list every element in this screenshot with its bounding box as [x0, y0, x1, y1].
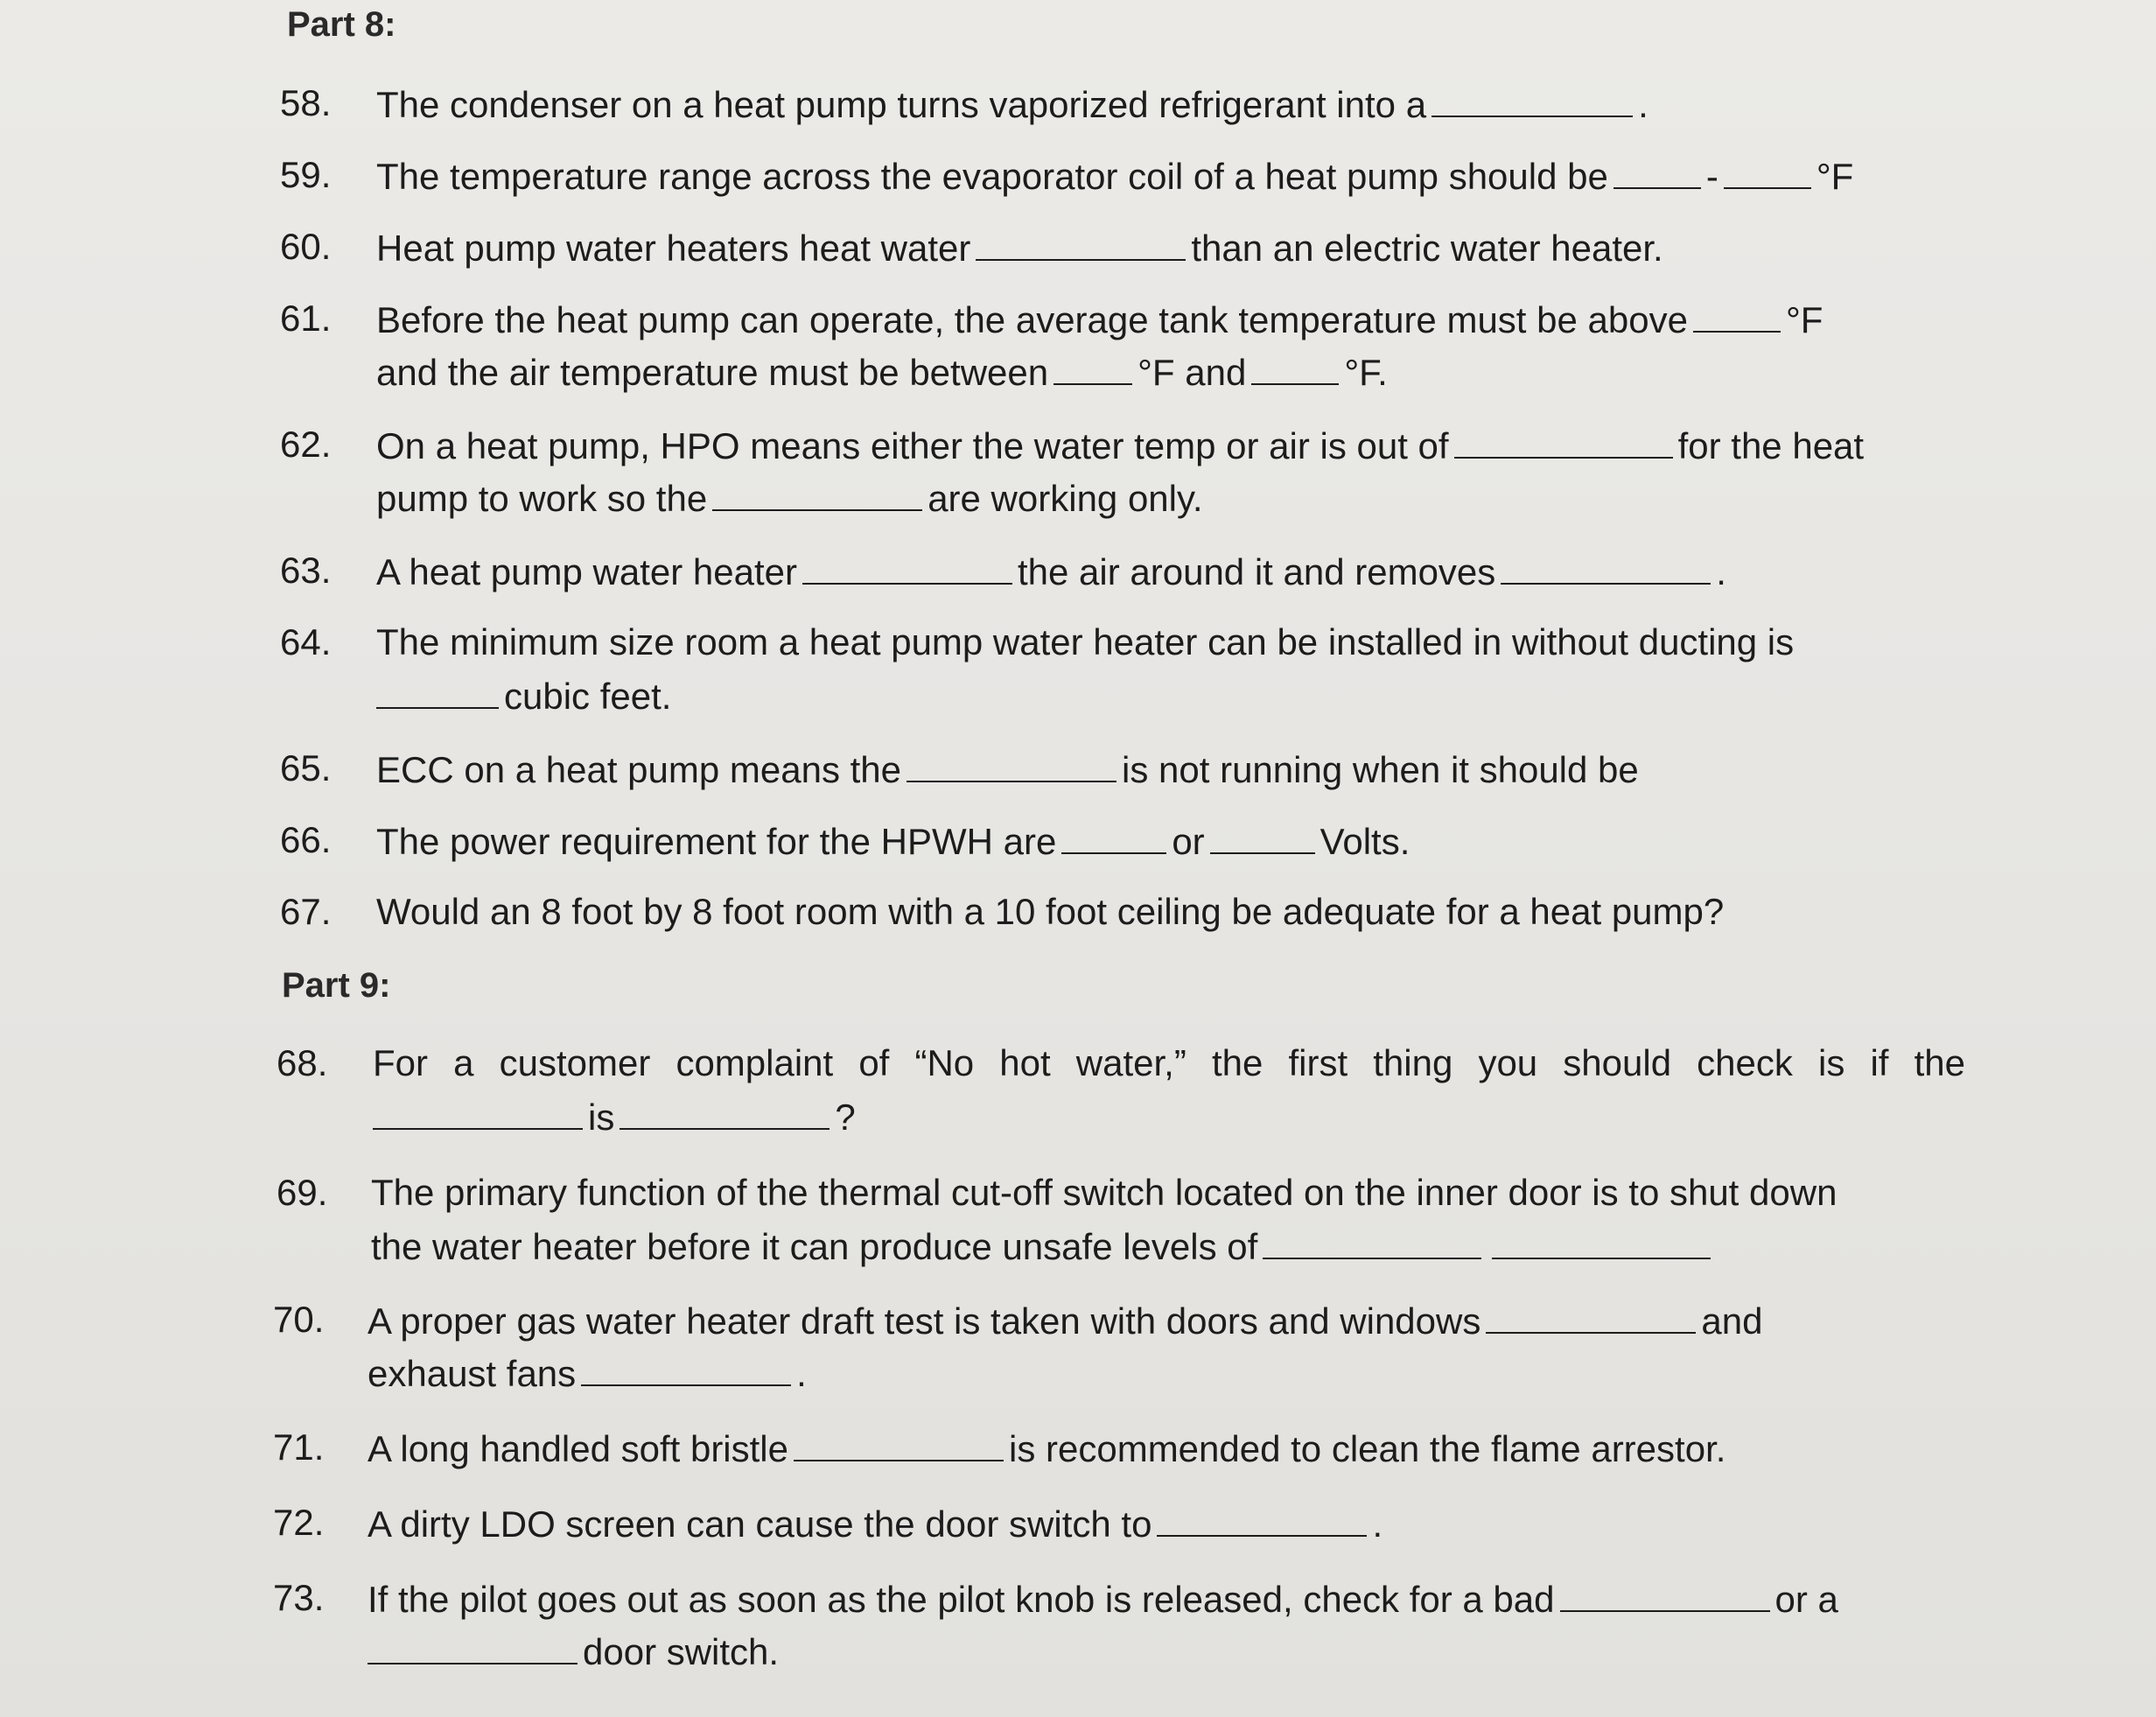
question-text: - [1705, 156, 1718, 197]
question-text: . [1638, 84, 1648, 125]
question-text: and [1701, 1300, 1763, 1342]
question-text: pump to work so the [376, 478, 708, 519]
question-text: ? [835, 1097, 856, 1138]
question-text: Volts. [1320, 821, 1410, 862]
answer-blank[interactable] [1432, 77, 1633, 117]
question-text: A long handled soft bristle [368, 1428, 788, 1469]
part-8-heading: Part 8: [287, 5, 396, 44]
answer-blank[interactable] [368, 1624, 578, 1664]
answer-blank[interactable] [1210, 814, 1315, 854]
question-text: is [588, 1097, 615, 1138]
question-text: For a customer complaint of “No hot water,” the first thing you should check is if the [373, 1042, 1965, 1083]
answer-blank[interactable] [712, 471, 922, 511]
question-text: exhaust fans [368, 1353, 577, 1394]
answer-blank[interactable] [1054, 345, 1132, 385]
question-text: The condenser on a heat pump turns vaporized refrigerant into a [376, 84, 1427, 125]
answer-blank[interactable] [581, 1346, 791, 1386]
question-text: A dirty LDO screen can cause the door switch to [368, 1503, 1152, 1545]
question-text: . [796, 1353, 807, 1394]
question-text: the air around it and removes [1017, 551, 1496, 592]
question-text: . [1372, 1503, 1383, 1545]
question-number: 64. [280, 621, 332, 662]
answer-blank[interactable] [1157, 1496, 1367, 1537]
question-number: 67. [280, 891, 332, 932]
question-number: 61. [280, 298, 332, 339]
answer-blank[interactable] [1492, 1219, 1711, 1259]
question-number: 70. [273, 1299, 325, 1340]
question-number: 58. [280, 82, 332, 123]
answer-blank[interactable] [1061, 814, 1166, 854]
question-text: If the pilot goes out as soon as the pilot knob is released, check for a bad [368, 1579, 1555, 1620]
question-text: for the heat [1677, 425, 1865, 466]
question-text: or a [1774, 1579, 1838, 1620]
question-text: °F [1785, 299, 1824, 340]
question-text: The power requirement for the HPWH are [376, 821, 1057, 862]
question-number: 73. [273, 1577, 325, 1618]
answer-blank[interactable] [906, 742, 1116, 782]
question-number: 59. [280, 154, 332, 195]
question-number: 71. [273, 1426, 325, 1468]
question-text: . [1716, 551, 1726, 592]
question-text: The temperature range across the evaporator coil of a heat pump should be [376, 156, 1608, 197]
answer-blank[interactable] [1501, 544, 1711, 585]
question-text: cubic feet. [504, 676, 672, 717]
question-text: the water heater before it can produce unsafe levels of [371, 1226, 1258, 1267]
question-text: ECC on a heat pump means the [376, 749, 902, 790]
question-text: Heat pump water heaters heat water [376, 228, 971, 269]
question-number: 68. [276, 1042, 328, 1083]
answer-blank[interactable] [1263, 1219, 1481, 1259]
answer-blank[interactable] [1724, 149, 1811, 189]
answer-blank[interactable] [376, 669, 499, 709]
question-text: The primary function of the thermal cut-off switch located on the inner door is to shut down [371, 1172, 1838, 1213]
question-number: 65. [280, 747, 332, 788]
question-text: is not running when it should be [1122, 749, 1639, 790]
answer-blank[interactable] [794, 1421, 1004, 1461]
question-text: and the air temperature must be between [376, 352, 1049, 393]
answer-blank[interactable] [1251, 345, 1339, 385]
answer-blank[interactable] [1560, 1572, 1770, 1612]
question-text: On a heat pump, HPO means either the water temp or air is out of [376, 425, 1449, 466]
question-text: or [1172, 821, 1205, 862]
question-number: 69. [276, 1172, 328, 1213]
question-text: are working only. [928, 478, 1203, 519]
answer-blank[interactable] [802, 544, 1012, 585]
question-text: °F and [1138, 352, 1247, 393]
question-text: The minimum size room a heat pump water heater can be installed in without ducting is [376, 621, 1795, 662]
question-number: 66. [280, 819, 332, 860]
answer-blank[interactable] [1693, 292, 1781, 333]
answer-blank[interactable] [1614, 149, 1701, 189]
question-text: A heat pump water heater [376, 551, 797, 592]
question-text: door switch. [583, 1631, 780, 1672]
question-text: is recommended to clean the flame arrestor. [1009, 1428, 1726, 1469]
question-number: 72. [273, 1502, 325, 1543]
answer-blank[interactable] [373, 1090, 583, 1130]
part-9-heading: Part 9: [282, 966, 391, 1005]
answer-blank[interactable] [620, 1090, 830, 1130]
question-text: °F [1816, 156, 1854, 197]
answer-blank[interactable] [1486, 1293, 1696, 1334]
answer-blank[interactable] [1454, 418, 1673, 459]
question-number: 60. [280, 226, 332, 267]
answer-blank[interactable] [976, 221, 1186, 261]
question-text: A proper gas water heater draft test is taken with doors and windows [368, 1300, 1481, 1342]
question-number: 63. [280, 550, 332, 591]
question-number: 62. [280, 424, 332, 465]
question-text: than an electric water heater. [1191, 228, 1663, 269]
question-text: °F. [1344, 352, 1388, 393]
question-text: Before the heat pump can operate, the average tank temperature must be above [376, 299, 1688, 340]
question-text: Would an 8 foot by 8 foot room with a 10 foot ceiling be adequate for a heat pump? [376, 891, 1725, 932]
